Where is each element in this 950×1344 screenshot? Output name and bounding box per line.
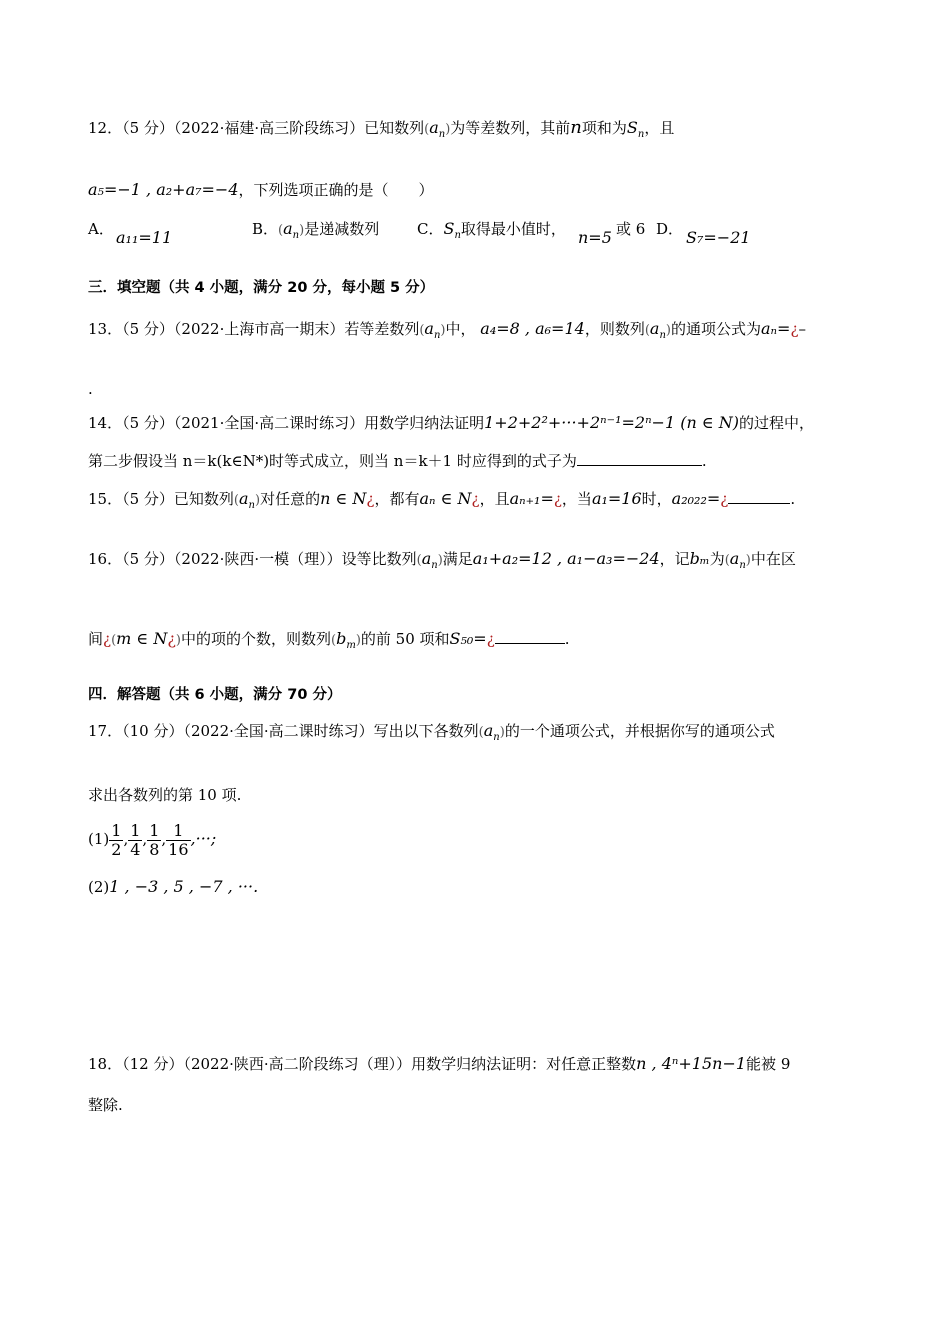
q12-line2: a₅=−1 , a₂+a₇=−4，下列选项正确的是（ ） — [88, 180, 434, 199]
answer-blank[interactable] — [495, 633, 565, 644]
seq-a-n: $(a_n)$ — [424, 118, 451, 141]
q12-line1: 12．（5 分）（2022·福建·高三阶段练习）已知数列$(a_n)$为等差数列，其前n项和为$S_n$，且 — [88, 117, 675, 141]
section-4-heading: 四．解答题（共 6 小题，满分 70 分） — [88, 687, 342, 703]
q12-option-d: D． — [656, 220, 684, 238]
answer-blank[interactable] — [577, 449, 702, 466]
q12-option-c: C．$S_n$取得最小值时， — [417, 219, 566, 242]
q12-option-c-math: n=5 — [578, 228, 612, 247]
q12-option-c-tail: 或 6 — [616, 220, 646, 238]
q13-line: 13．（5 分）（2022·上海市高一期末）若等差数列$(a_n)$中， a₄=8 , a₆=14，则数列$(a_n)$的通项公式为aₙ=¿– — [88, 319, 806, 342]
q16-line1: 16．（5 分）（2022·陕西·一模（理））设等比数列$(a_n)$满足a₁+a₂=12 , a₁−a₃=−24，记bₘ为$(a_n)$中在区 — [88, 549, 796, 572]
q17-line1: 17．（10 分）（2022·全国·高二课时练习）写出以下各数列$(a_n)$的一个通项公式，并根据你写的通项公式 — [88, 721, 775, 744]
q16-line2: 间¿(m ∈ N¿)中的项的个数，则数列$(b_m)$的前 50 项和S₅₀=¿ . — [88, 629, 570, 652]
q12-option-b: B．$(a_n)$是递减数列 — [252, 219, 380, 242]
q13-end: . — [88, 380, 93, 398]
q12-option-d-math: S₇=−21 — [686, 228, 751, 247]
q14-line1: 14．（5 分）（2021·全国·高二课时练习）用数学归纳法证明1+2+2²+···+2ⁿ⁻¹=2ⁿ−1 (n ∈ N)的过程中， — [88, 413, 815, 432]
q18-line2: 整除. — [88, 1096, 123, 1114]
answer-blank[interactable] — [728, 493, 790, 504]
q12-prefix: 12．（5 分）（2022·福建·高三阶段练习）已知数列 — [88, 119, 425, 137]
q12-condition: a₅=−1 , a₂+a₇=−4 — [88, 180, 239, 199]
q17-part2: (2)1 , −3 , 5 , −7 , ···. — [88, 877, 259, 896]
q15-line: 15．（5 分）已知数列$(a_n)$对任意的n ∈ N¿，都有aₙ ∈ N¿，且aₙ₊₁=¿，当a₁=16时，a₂₀₂₂=¿ . — [88, 489, 796, 512]
q12-option-a: A． — [88, 220, 114, 238]
q14-line2: 第二步假设当 n＝k(k∈N*)时等式成立，则当 n＝k＋1 时应得到的式子为 . — [88, 449, 707, 472]
q12-option-a-math: a₁₁=11 — [116, 228, 173, 247]
q18-line1: 18．（12 分）（2022·陕西·高二阶段练习（理））用数学归纳法证明：对任意正整数n , 4ⁿ+15n−1能被 9 — [88, 1054, 791, 1073]
q17-line2: 求出各数列的第 10 项. — [88, 786, 242, 804]
q17-part1: (1) $\frac{1}{2}$ , $\frac{1}{4}$ , $\frac{1}{8}$ , $\frac{1}{16}$ ,···; — [88, 820, 217, 859]
section-3-heading: 三．填空题（共 4 小题，满分 20 分，每小题 5 分） — [88, 280, 435, 296]
